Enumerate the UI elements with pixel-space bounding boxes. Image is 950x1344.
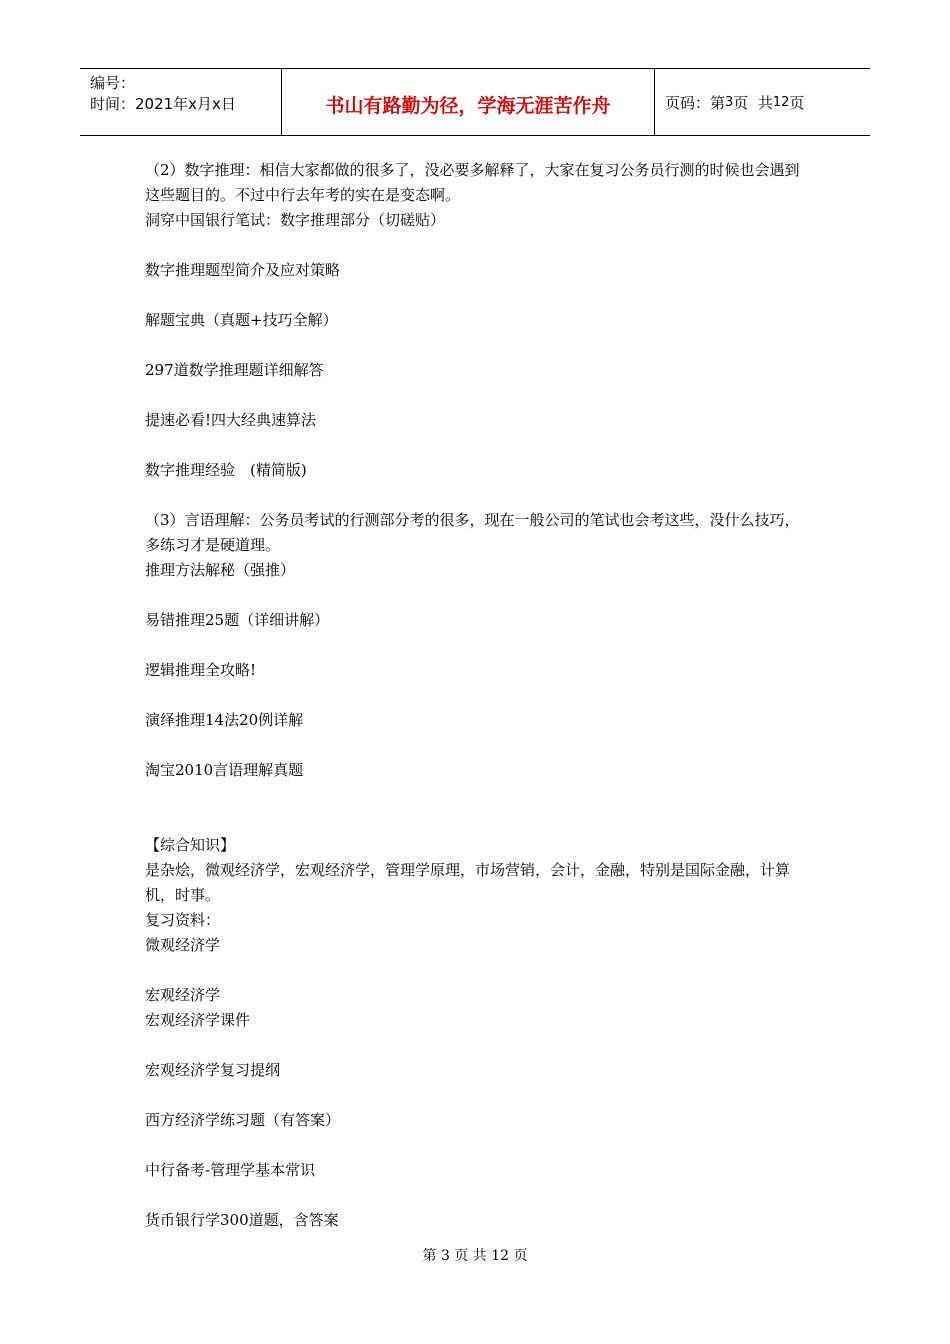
document-time: 时间：2021年x月x日 xyxy=(90,95,236,113)
page-total: 12 xyxy=(772,94,790,110)
page-mid: 页 共 xyxy=(733,93,773,112)
list-item: 数字推理经验 (精简版) xyxy=(145,461,307,479)
list-item: 逻辑推理全攻略! xyxy=(145,661,257,679)
page-suffix: 页 xyxy=(789,93,805,112)
list-item: 宏观经济学复习提纲 xyxy=(145,1061,281,1079)
document-number: 编号： xyxy=(90,74,136,92)
page-prefix: 页码：第 xyxy=(665,93,726,112)
list-item: 中行备考-管理学基本常识 xyxy=(145,1161,316,1179)
list-item: 演绎推理14法20例详解 xyxy=(145,711,304,729)
list-item: 提速必看!四大经典速算法 xyxy=(145,411,317,429)
page-current: 3 xyxy=(725,94,734,110)
list-item: 复习资料： xyxy=(145,911,221,929)
paragraph-verbal: （3）言语理解：公务员考试的行测部分考的很多，现在一般公司的笔试也会考这些，没什么技巧，多练习才是硬道理。 xyxy=(145,511,800,554)
list-item: 数字推理题型简介及应对策略 xyxy=(145,261,341,279)
list-item: 易错推理25题（详细讲解） xyxy=(145,611,330,629)
list-item: 淘宝2010言语理解真题 xyxy=(145,761,304,779)
paragraph-general-knowledge: 是杂烩，微观经济学，宏观经济学，管理学原理，市场营销，会计，金融，特别是国际金融，计算机，时事。 xyxy=(145,861,791,904)
list-item: 297道数学推理题详细解答 xyxy=(145,361,324,379)
list-item: 宏观经济学课件 xyxy=(145,1011,251,1029)
list-item: 西方经济学练习题（有答案） xyxy=(145,1111,341,1129)
list-item: 推理方法解秘（强推） xyxy=(145,561,296,579)
list-item: 洞穿中国银行笔试：数字推理部分（切磋贴） xyxy=(145,211,446,229)
paragraph-number-reasoning: （2）数字推理：相信大家都做的很多了，没必要多解释了，大家在复习公务员行测的时候也会遇到这些题目的。不过中行去年考的实在是变态啊。 xyxy=(145,161,800,204)
header-meta xyxy=(80,69,282,135)
section-title: 【综合知识】 xyxy=(145,836,236,854)
page-header xyxy=(80,68,870,136)
header-motto: 书山有路勤为径，学海无涯苦作舟 xyxy=(282,69,655,135)
list-item: 微观经济学 xyxy=(145,936,221,954)
list-item: 解题宝典（真题+技巧全解） xyxy=(145,311,338,329)
list-item: 货币银行学300道题，含答案 xyxy=(145,1211,339,1229)
header-page-number xyxy=(655,69,870,135)
list-item: 宏观经济学 xyxy=(145,986,221,1004)
footer-page-number: 第 3 页 共 12 页 xyxy=(422,1248,528,1264)
page-footer xyxy=(0,1245,950,1265)
document-body xyxy=(145,158,810,1233)
